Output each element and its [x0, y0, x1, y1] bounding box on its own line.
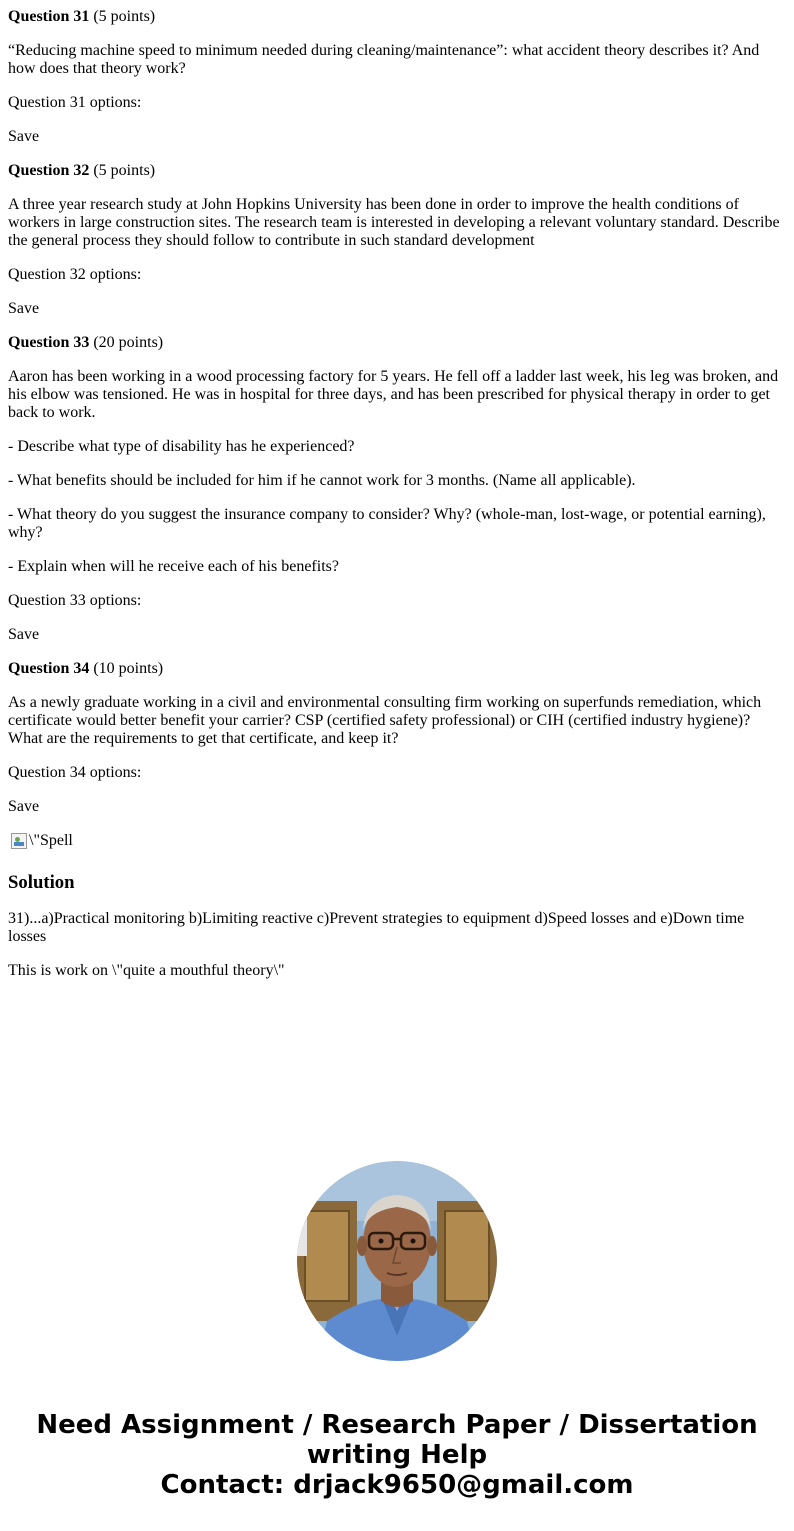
- question-title: Question 31: [8, 8, 90, 25]
- broken-image-alt: \"Spell: [29, 832, 73, 849]
- question-header: [8, 334, 786, 352]
- page-content: [0, 8, 794, 980]
- question-subitem: - What theory do you suggest the insurance company to consider? Why? (whole-man, lost-wage, or potential earning), why?: [8, 506, 766, 541]
- question-34: [8, 660, 786, 816]
- question-title: Question 32: [8, 162, 90, 179]
- save-button[interactable]: Save: [8, 798, 40, 815]
- question-header: [8, 162, 786, 180]
- question-points: (5 points): [93, 162, 156, 179]
- promo-contact: Contact: drjack9650@gmail.com: [160, 1470, 634, 1500]
- question-points: (5 points): [93, 8, 156, 25]
- question-options-label: Question 33 options:: [8, 592, 142, 609]
- question-subitem: - Describe what type of disability has he experienced?: [8, 438, 355, 455]
- save-button[interactable]: Save: [8, 300, 40, 317]
- question-options-label: Question 31 options:: [8, 94, 142, 111]
- question-subitem: - Explain when will he receive each of his benefits?: [8, 558, 339, 575]
- question-32: [8, 162, 786, 318]
- promo-banner: [0, 1410, 794, 1500]
- question-header: [8, 660, 786, 678]
- question-options-label: Question 32 options:: [8, 266, 142, 283]
- question-text: A three year research study at John Hopkins University has been done in order to improve the health conditions of workers in large construction sites. The research team is interested in developing a relevant voluntary standard. Describe the general process they should follow to contribute in such standard development: [8, 196, 780, 249]
- solution-text: 31)...a)Practical monitoring b)Limiting reactive c)Prevent strategies to equipment d)Speed losses and e)Down time losses: [8, 910, 745, 945]
- question-text: As a newly graduate working in a civil and environmental consulting firm working on superfunds remediation, which certificate would better benefit your carrier? CSP (certified safety professional) or CIH (certified industry hygiene)? What are the requirements to get that certificate, and keep it?: [8, 694, 762, 747]
- save-button[interactable]: Save: [8, 626, 40, 643]
- promo-line: writing Help: [306, 1440, 488, 1470]
- question-subitem: - What benefits should be included for him if he cannot work for 3 months. (Name all applicable).: [8, 472, 636, 489]
- question-points: (20 points): [93, 334, 164, 351]
- question-31: [8, 8, 786, 146]
- question-points: (10 points): [93, 660, 164, 677]
- question-title: Question 34: [8, 660, 90, 677]
- solution-heading: Solution: [8, 872, 75, 893]
- save-button[interactable]: Save: [8, 128, 40, 145]
- question-title: Question 33: [8, 334, 90, 351]
- question-options-label: Question 34 options:: [8, 764, 142, 781]
- broken-image: [8, 832, 786, 854]
- broken-image-icon: [11, 833, 27, 849]
- question-header: [8, 8, 786, 26]
- promo-line: Need Assignment / Research Paper / Dissertation: [36, 1410, 758, 1440]
- question-33: [8, 334, 786, 644]
- avatar: [297, 1161, 497, 1361]
- avatar-photo: [297, 1161, 497, 1361]
- solution-text: This is work on \"quite a mouthful theory\": [8, 962, 285, 979]
- question-text: “Reducing machine speed to minimum needed during cleaning/maintenance”: what accident theory describes it? And how does that theory work?: [8, 42, 760, 77]
- question-text: Aaron has been working in a wood processing factory for 5 years. He fell off a ladder last week, his leg was broken, and his elbow was tensioned. He was in hospital for three days, and has been prescribed for physical therapy in order to get back to work.: [8, 368, 779, 421]
